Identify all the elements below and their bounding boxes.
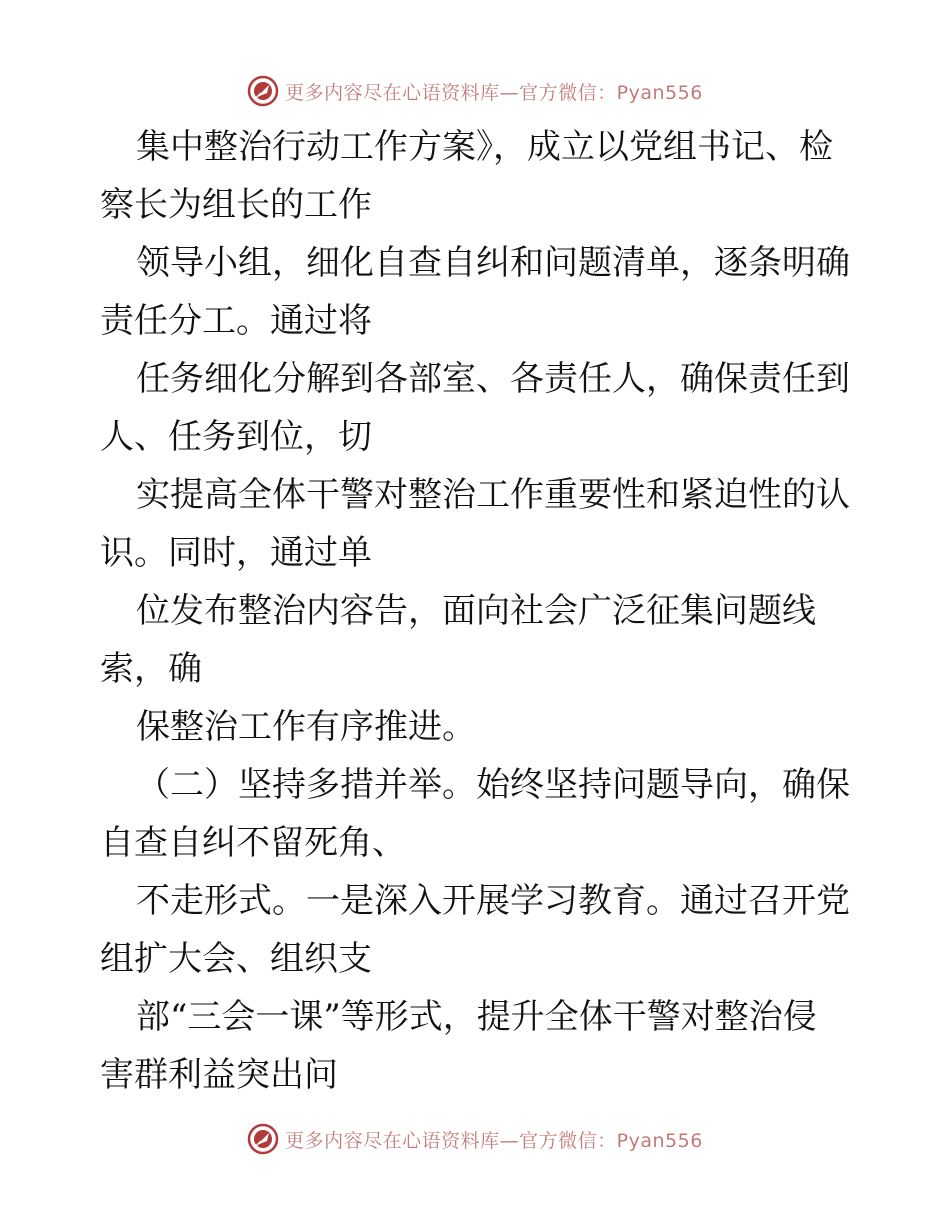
text-line: 害群利益突出问 xyxy=(100,1055,338,1095)
text-line: 察长为组长的工作 xyxy=(100,185,372,225)
watermark-text: 更多内容尽在心语资料库—官方微信：Pyan556 xyxy=(285,81,703,104)
text-line: 组扩大会、组织支 xyxy=(100,939,372,979)
text-line: 领导小组，细化自查自纠和问题清单，逐条明确 xyxy=(136,243,850,283)
text-line: 不走形式。一是深入开展学习教育。通过召开党 xyxy=(136,881,850,921)
watermark-text: 更多内容尽在心语资料库—官方微信：Pyan556 xyxy=(285,1129,703,1152)
text-line: 任务细化分解到各部室、各责任人，确保责任到 xyxy=(136,359,850,399)
text-line: 索，确 xyxy=(100,649,202,689)
text-line: （二）坚持多措并举。始终坚持问题导向，确保 xyxy=(136,765,850,805)
text-line: 位发布整治内容告，面向社会广泛征集问题线 xyxy=(136,591,816,631)
text-line: 人、任务到位，切 xyxy=(100,417,372,457)
text-line: 识。同时，通过单 xyxy=(100,533,372,573)
footer-watermark-banner xyxy=(0,1122,950,1156)
text-line: 实提高全体干警对整治工作重要性和紧迫性的认 xyxy=(136,475,850,515)
feather-seal-icon xyxy=(247,1123,279,1155)
feather-seal-icon xyxy=(247,75,279,107)
text-line: 责任分工。通过将 xyxy=(100,301,372,341)
header-watermark-banner xyxy=(0,74,950,108)
text-line: 保整治工作有序推进。 xyxy=(136,707,476,747)
text-line: 自查自纠不留死角、 xyxy=(100,823,406,863)
text-line: 部“三会一课”等形式，提升全体干警对整治侵 xyxy=(136,997,817,1037)
text-line: 集中整治行动工作方案》，成立以党组书记、检 xyxy=(136,127,833,167)
